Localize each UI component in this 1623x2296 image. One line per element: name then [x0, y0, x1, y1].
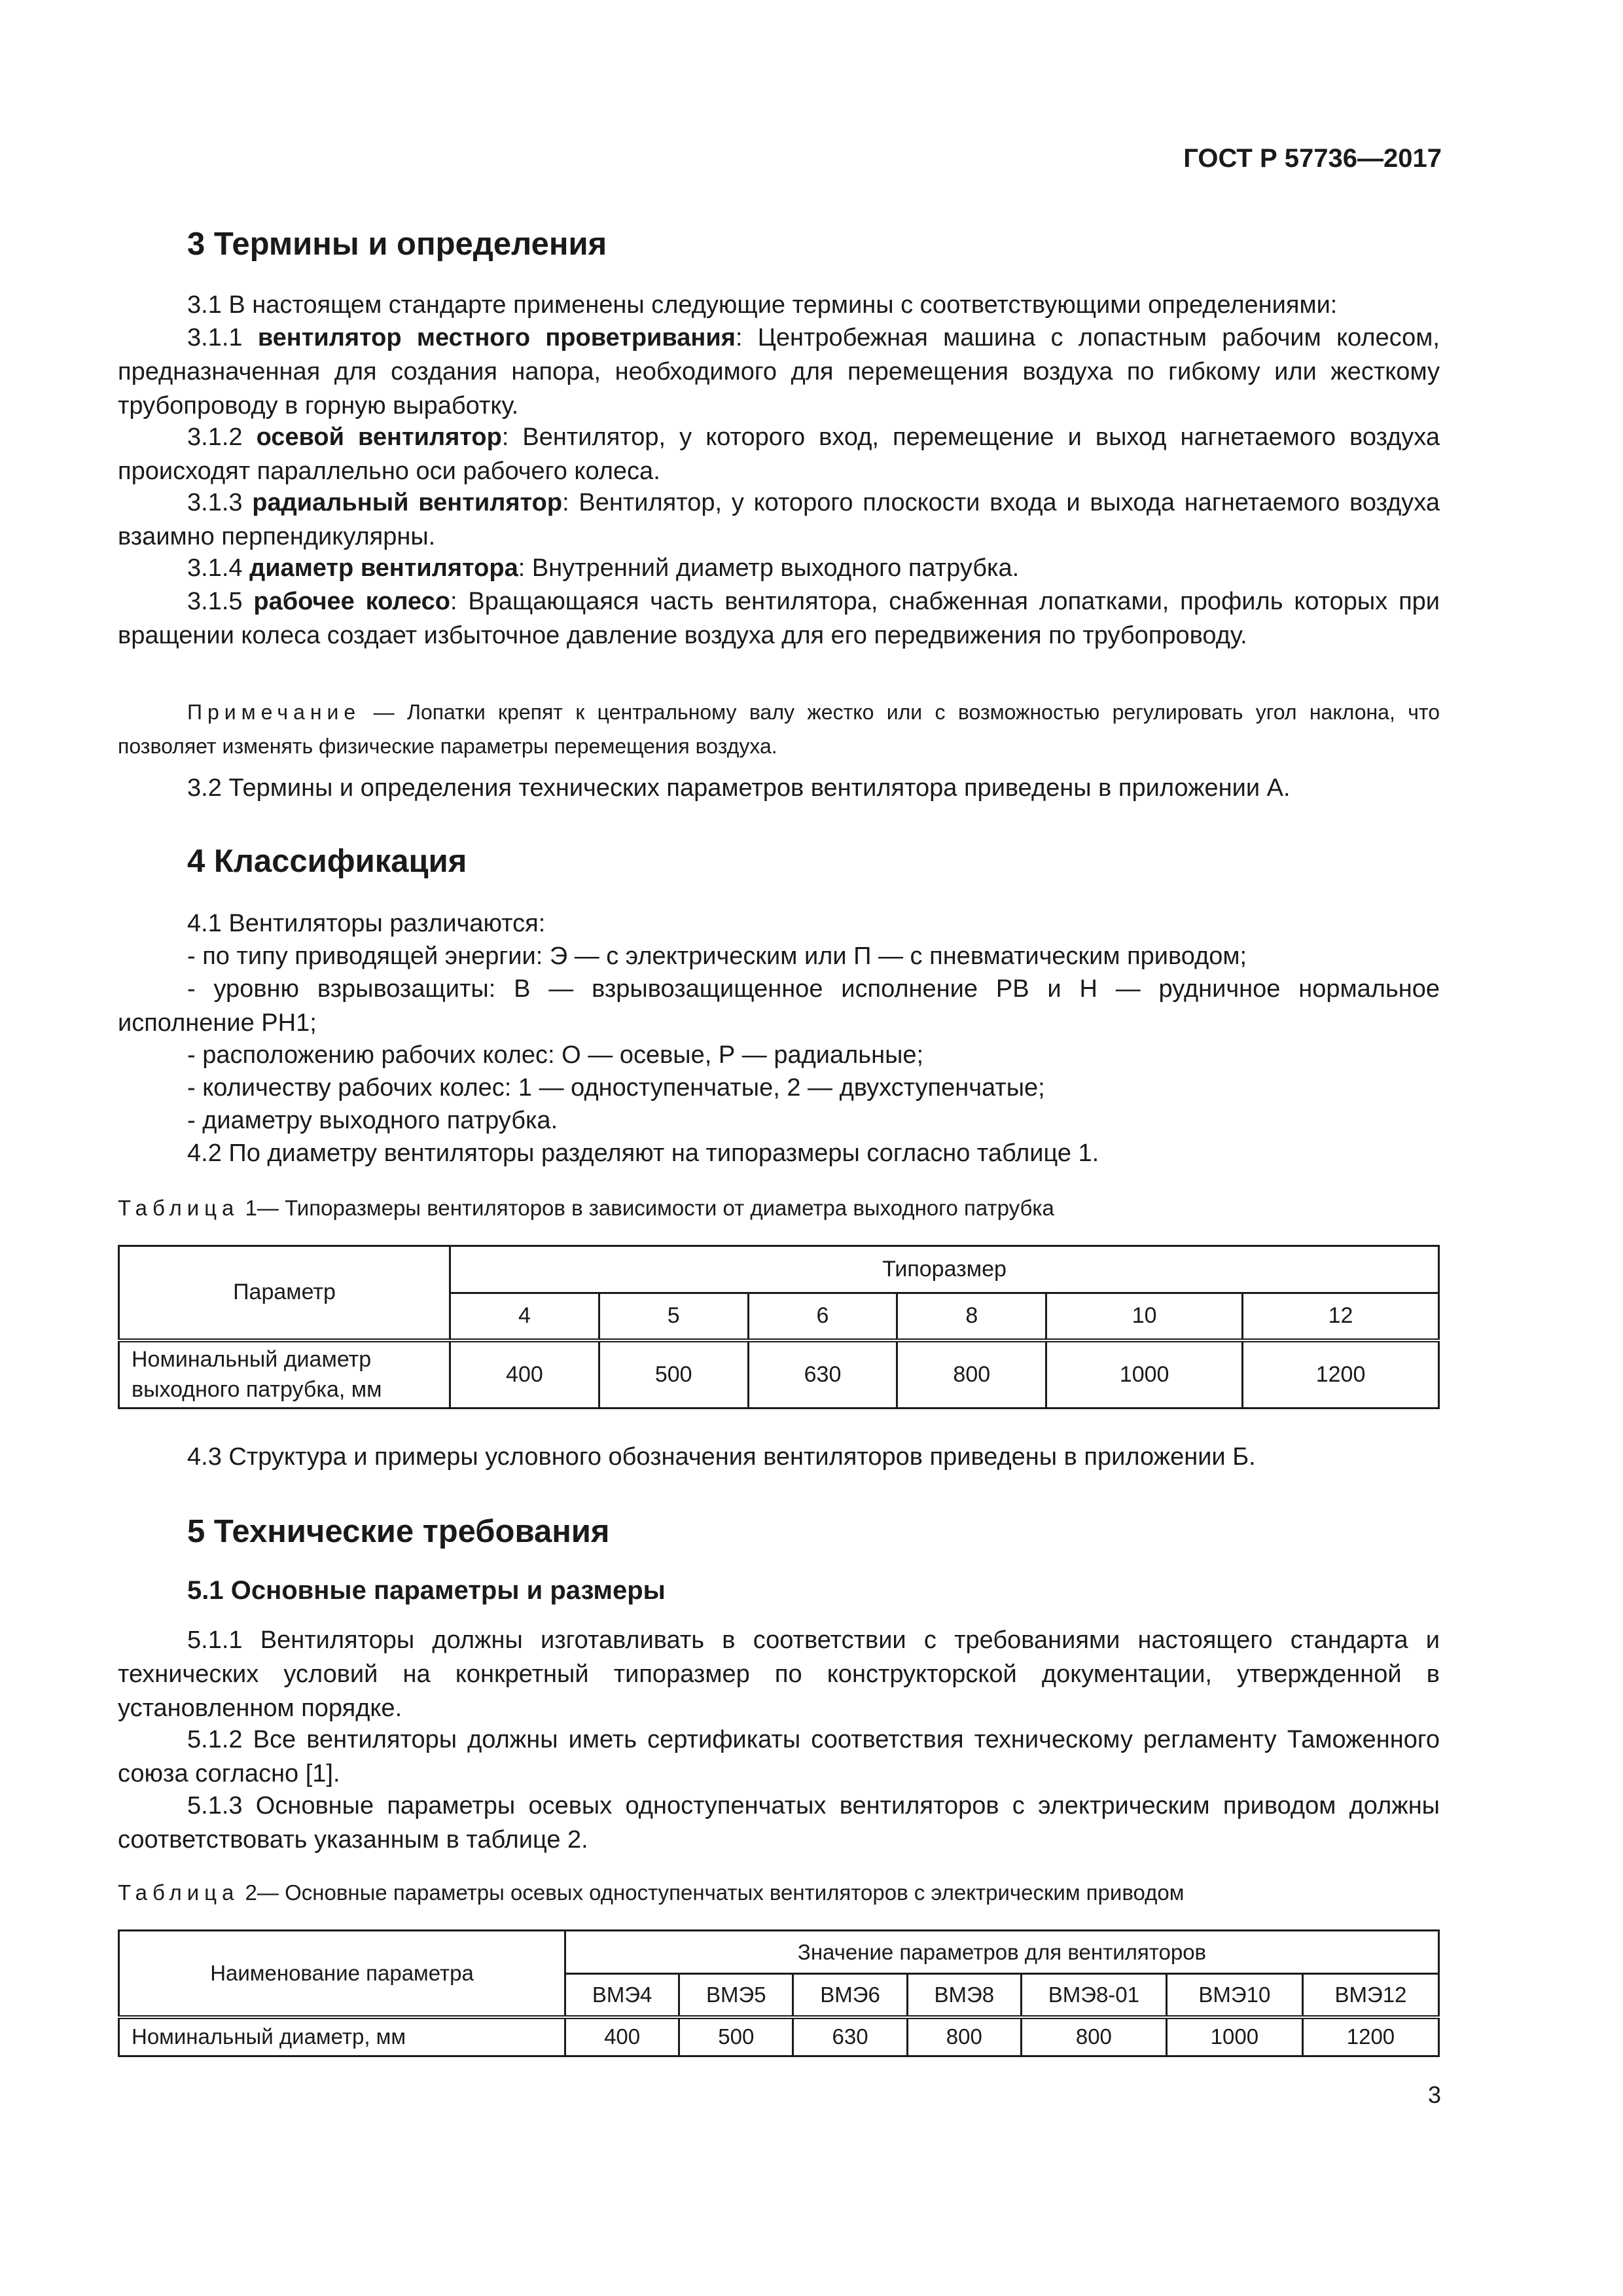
document-code: ГОСТ Р 57736—2017 [1183, 144, 1442, 173]
table-header-cell: 4 [450, 1293, 599, 1340]
caption-label: Таблица [118, 1196, 240, 1220]
table-header-cell: 8 [897, 1293, 1046, 1340]
term-number: 3.1.2 [187, 423, 257, 451]
list-item: - по типу приводящей энергии: Э — с электрическим или П — с пневматическим приводом; [187, 942, 1247, 970]
table-1 [118, 1245, 1440, 1409]
list-item: - расположению рабочих колес: О — осевые, Р — радиальные; [187, 1041, 924, 1069]
term-3-1-2 [118, 420, 1440, 488]
term-name: диаметр вентилятора [249, 554, 518, 582]
term-definition: : Центробежная машина с лопастным рабочим колесом, предназначенная для создания напора, необходимого для перемещения воздуха по гибкому или жесткому трубопроводу в горную выработку. [118, 324, 1440, 420]
paragraph-4-2: 4.2 По диаметру вентиляторы разделяют на типоразмеры согласно таблице 1. [187, 1139, 1099, 1167]
table-cell: 630 [793, 2017, 907, 2056]
table-header-cell: ВМЭ12 [1302, 1974, 1438, 2017]
caption-text: 1— Типоразмеры вентиляторов в зависимости от диаметра выходного патрубка [239, 1196, 1054, 1220]
table-row-label [119, 1340, 450, 1408]
row-label-line: выходного патрубка, мм [132, 1377, 382, 1403]
term-number: 3.1.5 [187, 588, 254, 615]
table-cell: 630 [748, 1340, 897, 1408]
term-definition: : Вентилятор, у которого плоскости входа и выхода нагнетаемого воздуха взаимно перпендикулярны. [118, 489, 1440, 550]
list-item: - количеству рабочих колес: 1 — одноступенчатые, 2 — двухступенчатые; [187, 1074, 1045, 1102]
subsection-5-1-title: 5.1 Основные параметры и размеры [187, 1576, 666, 1605]
table-header-cell: 5 [599, 1293, 748, 1340]
table-header-cell: 12 [1243, 1293, 1439, 1340]
section-3-title: 3 Термины и определения [187, 226, 607, 262]
table-cell: 500 [599, 1340, 748, 1408]
table-cell: 1200 [1243, 1340, 1439, 1408]
table-2 [118, 1929, 1440, 2057]
term-definition: : Внутренний диаметр выходного патрубка. [518, 554, 1020, 582]
table-cell: 800 [897, 1340, 1046, 1408]
table-row-label: Номинальный диаметр, мм [119, 2017, 565, 2056]
table-header-cell: ВМЭ6 [793, 1974, 907, 2017]
table-header-cell: ВМЭ5 [679, 1974, 793, 2017]
paragraph-5-1-3: 5.1.3 Основные параметры осевых одноступенчатых вентиляторов с электрическим приводом должны соответствовать указанным в таблице 2. [118, 1792, 1440, 1854]
table-1-caption [118, 1194, 1054, 1223]
table-header-cell: ВМЭ10 [1166, 1974, 1302, 2017]
table-cell: 1000 [1166, 2017, 1302, 2056]
list-item: - диаметру выходного патрубка. [187, 1107, 558, 1134]
table-cell: 400 [450, 1340, 599, 1408]
term-name: радиальный вентилятор [252, 489, 563, 516]
table-cell: 400 [565, 2017, 679, 2056]
term-definition: : Вращающаяся часть вентилятора, снабженная лопатками, профиль которых при вращении колеса создает избыточное давление воздуха для его передвижения по трубопроводу. [118, 588, 1440, 649]
table-header-cell: 6 [748, 1293, 897, 1340]
page-number: 3 [1427, 2081, 1441, 2108]
term-3-1-1 [118, 321, 1440, 423]
note [118, 695, 1440, 763]
table-row [119, 2017, 1439, 2056]
table-cell: 1200 [1302, 2017, 1438, 2056]
caption-text: 2— Основные параметры осевых одноступенчатых вентиляторов с электрическим приводом [239, 1880, 1185, 1905]
term-3-1-3 [118, 486, 1440, 554]
table-header-cell: Параметр [119, 1246, 450, 1340]
table-cell: 500 [679, 2017, 793, 2056]
table-header-cell: 10 [1046, 1293, 1243, 1340]
paragraph-3-1: 3.1 В настоящем стандарте применены следующие термины с соответствующими определениями: [187, 291, 1338, 319]
table-cell: 800 [1021, 2017, 1166, 2056]
table-header-cell: Значение параметров для вентиляторов [565, 1931, 1439, 1974]
term-number: 3.1.4 [187, 554, 250, 582]
term-name: рабочее колесо [253, 588, 451, 615]
table-header-cell: ВМЭ4 [565, 1974, 679, 2017]
paragraph-4-3: 4.3 Структура и примеры условного обозначения вентиляторов приведены в приложении Б. [187, 1443, 1256, 1471]
table-row [119, 1340, 1439, 1408]
term-number: 3.1.1 [187, 324, 258, 351]
paragraph-3-2: 3.2 Термины и определения технических параметров вентилятора приведены в приложении А. [187, 774, 1291, 802]
table-header-cell: Типоразмер [450, 1246, 1439, 1293]
table-header-cell: ВМЭ8-01 [1021, 1974, 1166, 2017]
term-number: 3.1.3 [187, 489, 253, 516]
paragraph-5-1-2: 5.1.2 Все вентиляторы должны иметь сертификаты соответствия техническому регламенту Таможенного союза согласно [1]. [118, 1726, 1440, 1787]
paragraph-5-1-1: 5.1.1 Вентиляторы должны изготавливать в соответствии с требованиями настоящего стандарта и технических условий на конкретный типоразмер по конструкторской документации, утвержденной в установленном порядке. [118, 1626, 1440, 1722]
caption-label: Таблица [118, 1880, 240, 1905]
row-label-line: Номинальный диаметр [132, 1347, 372, 1372]
note-label: Примечание [187, 700, 361, 724]
paragraph-4-1: 4.1 Вентиляторы различаются: [187, 910, 546, 937]
term-3-1-5 [118, 584, 1440, 653]
table-cell: 1000 [1046, 1340, 1243, 1408]
table-cell: 800 [907, 2017, 1021, 2056]
table-header-cell: Наименование параметра [119, 1931, 565, 2017]
term-3-1-4 [118, 551, 1440, 585]
term-definition: : Вентилятор, у которого вход, перемещение и выход нагнетаемого воздуха происходят параллельно оси рабочего колеса. [118, 423, 1440, 485]
table-2-caption [118, 1878, 1184, 1907]
note-text: — Лопатки крепят к центральному валу жестко или с возможностью регулировать угол наклона, что позволяет изменять физические параметры перемещения воздуха. [118, 700, 1440, 758]
list-item: - уровню взрывозащиты: В — взрывозащищенное исполнение РВ и Н — рудничное нормальное исполнение РН1; [118, 975, 1440, 1037]
section-4-title: 4 Классификация [187, 844, 467, 879]
term-name: осевой вентилятор [256, 423, 502, 451]
term-name: вентилятор местного проветривания [257, 324, 736, 351]
section-5-title: 5 Технические требования [187, 1514, 610, 1549]
table-header-cell: ВМЭ8 [907, 1974, 1021, 2017]
